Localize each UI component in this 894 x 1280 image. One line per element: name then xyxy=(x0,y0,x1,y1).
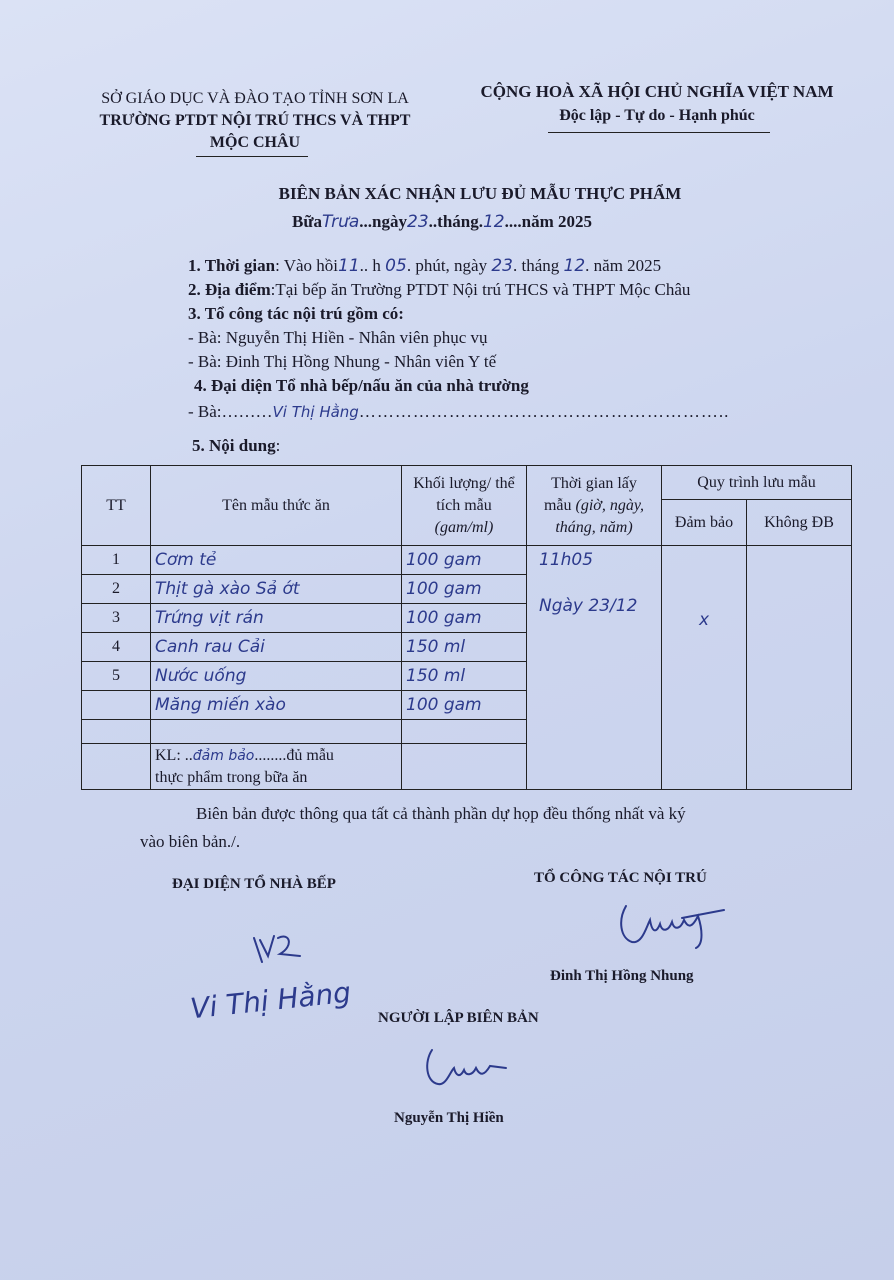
row-food-name: Cơm tẻ xyxy=(151,546,402,575)
country-name: CỘNG HOÀ XÃ HỘI CHỦ NGHĨA VIỆT NAM xyxy=(480,82,834,101)
day-value: 23 xyxy=(407,212,429,232)
row-number: 2 xyxy=(82,575,151,604)
conclusion-line2: thực phẩm trong bữa ăn xyxy=(155,769,308,786)
mass-header-line1: Khối lượng/ thể xyxy=(413,474,515,492)
school-name: TRƯỜNG PTDT NỘI TRÚ THCS VÀ THPT xyxy=(99,112,411,129)
row-number: 5 xyxy=(82,662,151,691)
year-text: ....năm 2025 xyxy=(504,212,592,231)
school-location: MỘC CHÂU xyxy=(209,134,301,151)
team-member-1: - Bà: Nguyễn Thị Hiền - Nhân viên phục vụ xyxy=(188,328,488,347)
meal-value: Trưa xyxy=(322,212,360,232)
time-header-line2 xyxy=(531,495,657,517)
section-time-label: 1. Thời gian xyxy=(188,256,276,275)
time-text-c: . phút, ngày xyxy=(406,256,488,275)
not-ok-cell xyxy=(747,546,852,790)
month-value: 12 xyxy=(482,212,505,232)
row-food-name: Thịt gà xào Sả ớt xyxy=(151,575,402,604)
location-text: :Tại bếp ăn Trường PTDT Nội trú THCS và THPT Mộc Châu xyxy=(270,280,691,299)
kitchen-prefix: - Bà:……… xyxy=(188,402,273,421)
meal-prefix: Bữa xyxy=(292,212,323,231)
meal-date-line xyxy=(292,212,712,232)
empty-cell xyxy=(151,720,402,744)
empty-cell xyxy=(82,720,151,744)
section-content-colon: : xyxy=(275,436,281,455)
kitchen-suffix: …………………………………………………….. xyxy=(358,402,730,421)
row-food-name: Măng miến xào xyxy=(151,691,402,720)
department-name: SỞ GIÁO DỤC VÀ ĐÀO TẠO TỈNH SƠN LA xyxy=(101,90,409,107)
row-food-name: Canh rau Cải xyxy=(151,633,402,662)
col-header-ok: Đảm bảo xyxy=(662,500,747,546)
row-quantity: 100 gam xyxy=(402,575,527,604)
motto: Độc lập - Tự do - Hạnh phúc xyxy=(559,107,755,124)
writer-signer-name: Nguyễn Thị Hiền xyxy=(394,1110,504,1126)
writer-signature-mark xyxy=(418,1046,518,1094)
boarding-signature-title: TỔ CÔNG TÁC NỘI TRÚ xyxy=(534,870,707,886)
time-month: 12 xyxy=(563,256,586,276)
row-quantity: 100 gam xyxy=(402,691,527,720)
row-food-name: Nước uống xyxy=(151,662,402,691)
team-member-2: - Bà: Đinh Thị Hồng Nhung - Nhân viên Y tế xyxy=(188,352,497,371)
closing-line-2: vào biên bản./. xyxy=(140,832,241,851)
col-header-mass xyxy=(402,466,527,546)
empty-cell xyxy=(402,744,527,790)
col-header-tt: TT xyxy=(82,466,151,546)
food-sample-table xyxy=(81,465,852,790)
time-header-line1: Thời gian lấy xyxy=(551,474,637,492)
kitchen-signer-name: Vi Thị Hằng xyxy=(188,975,353,1026)
boarding-signer-name: Đinh Thị Hồng Nhung xyxy=(550,968,694,984)
section-time xyxy=(188,256,661,276)
row-quantity: 100 gam xyxy=(402,546,527,575)
conclusion-prefix: KL: .. xyxy=(155,747,193,764)
header-right xyxy=(462,80,852,128)
conclusion-cell xyxy=(151,744,402,790)
section-content-label: 5. Nội dung xyxy=(192,436,276,455)
time-header-line3: tháng, năm) xyxy=(555,518,633,536)
section-team-label: 3. Tổ công tác nội trú gồm có: xyxy=(188,304,404,323)
day-prefix: ...ngày xyxy=(359,212,408,231)
writer-signature-title: NGƯỜI LẬP BIÊN BẢN xyxy=(378,1010,539,1026)
row-quantity: 100 gam xyxy=(402,604,527,633)
section-kitchen-label: 4. Đại diện Tổ nhà bếp/nấu ăn của nhà trường xyxy=(194,376,529,395)
time-header-line2a: mẫu xyxy=(543,496,576,514)
boarding-signature-mark xyxy=(612,898,732,954)
row-number: 1 xyxy=(82,546,151,575)
col-header-process: Quy trình lưu mẫu xyxy=(662,466,852,500)
time-text-d: . tháng xyxy=(512,256,560,275)
month-prefix: ..tháng. xyxy=(428,212,483,231)
time-text-e: . năm 2025 xyxy=(585,256,662,275)
row-number: 4 xyxy=(82,633,151,662)
row-food-name: Trứng vịt rán xyxy=(151,604,402,633)
row-number xyxy=(82,691,151,720)
ok-cell xyxy=(662,546,747,790)
empty-cell xyxy=(402,720,527,744)
conclusion-value: đảm bảo xyxy=(192,748,255,764)
table-row xyxy=(82,546,852,575)
section-location xyxy=(188,280,690,300)
time-hour: 11 xyxy=(338,256,360,276)
document-title: BIÊN BẢN XÁC NHẬN LƯU ĐỦ MẪU THỰC PHẨM xyxy=(278,184,682,203)
kitchen-representative xyxy=(188,402,818,422)
kitchen-name: Vi Thị Hằng xyxy=(272,403,359,421)
header-left xyxy=(70,88,440,154)
sample-date-value: Ngày 23/12 xyxy=(539,596,638,616)
time-header-line2b: (giờ, ngày, xyxy=(575,496,645,514)
col-header-food-name: Tên mẫu thức ăn xyxy=(151,466,402,546)
time-text-b: .. h xyxy=(359,256,381,275)
section-content xyxy=(192,436,280,456)
ok-mark: x xyxy=(698,610,710,630)
closing-line-1: Biên bản được thông qua tất cả thành phần dự họp đều thống nhất và ký xyxy=(196,804,686,823)
col-header-time xyxy=(527,466,662,546)
conclusion-suffix: ........đủ mẫu xyxy=(254,747,334,764)
row-quantity: 150 ml xyxy=(402,633,527,662)
row-quantity: 150 ml xyxy=(402,662,527,691)
kitchen-signature-title: ĐẠI DIỆN TỔ NHÀ BẾP xyxy=(172,876,336,892)
header-right-underline xyxy=(548,132,770,133)
sample-time-cell xyxy=(527,546,662,790)
mass-header-line2: tích mẫu xyxy=(436,496,492,514)
time-day: 23 xyxy=(491,256,513,276)
section-location-label: 2. Địa điểm xyxy=(188,280,271,299)
row-number: 3 xyxy=(82,604,151,633)
header-left-underline xyxy=(196,156,308,157)
mass-header-line3: (gam/ml) xyxy=(434,518,494,536)
time-minute: 05 xyxy=(385,256,407,276)
conclusion-line1 xyxy=(155,745,397,767)
sample-time-value: 11h05 xyxy=(539,550,594,570)
kitchen-signature-mark xyxy=(250,928,310,968)
col-header-not-ok: Không ĐB xyxy=(747,500,852,546)
empty-cell xyxy=(82,744,151,790)
time-text-a: : Vào hồi xyxy=(275,256,339,275)
